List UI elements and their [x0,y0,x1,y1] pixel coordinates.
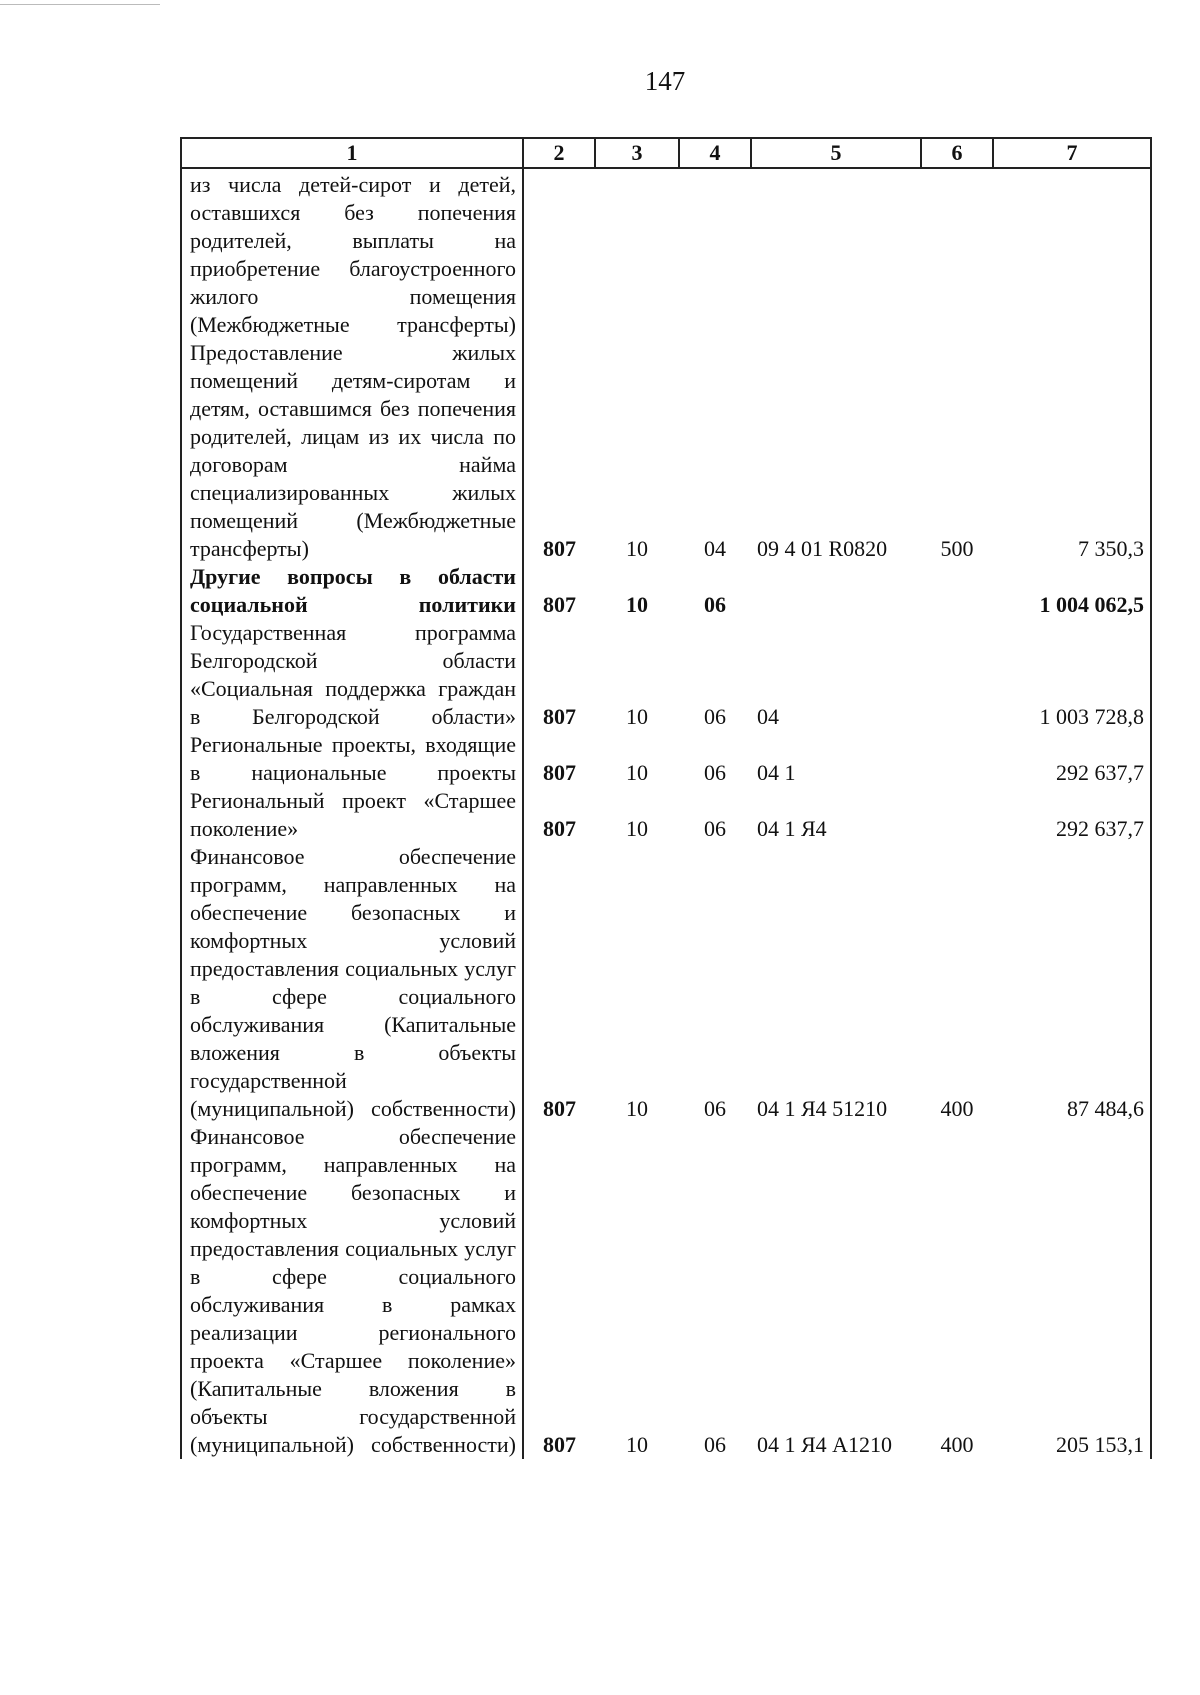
row-code-section: 10 [626,704,648,729]
row-code-target [751,168,921,339]
table-row [181,843,1151,1123]
row-code-subsection: 06 [704,1096,726,1121]
row-code-subsection [679,168,751,339]
page-number: 147 [644,66,686,96]
column-header-2: 2 [523,138,595,168]
row-code-expense-type [921,563,993,619]
row-code-expense-type [921,619,993,731]
row-description: Предоставление жилых помещений детям-сиротам и детям, оставшимся без попечения родителей, лицам из их числа по договорам найма специализированных жилых помещений (Межбюджетные трансферты) [181,339,523,563]
row-code-subsection: 06 [704,816,726,841]
row-code-ministry: 807 [523,563,595,619]
row-code-subsection: 06 [704,1432,726,1457]
row-code-subsection: 06 [704,704,726,729]
row-code-section: 10 [626,592,648,617]
row-code-subsection: 06 [704,760,726,785]
row-code-target: 04 [757,704,779,729]
row-code-section [595,168,679,339]
row-code-expense-type [921,787,993,843]
row-code-ministry: 807 [523,787,595,843]
table-header-row [181,138,1151,168]
table-row [181,619,1151,731]
table-row [181,787,1151,843]
row-code-subsection: 06 [704,592,726,617]
column-header-6: 6 [921,138,993,168]
row-code-expense-type [921,168,993,339]
row-code-expense-type: 400 [940,1096,974,1121]
column-header-5: 5 [751,138,921,168]
row-code-target: 04 1 [757,760,796,785]
row-description: Финансовое обеспечение программ, направленных на обеспечение безопасных и комфортных условий предоставления социальных услуг в сфере социального обслуживания в рамках реализации регионального проекта «Старшее поколение» (Капитальные вложения в объекты государственной (муниципальной) собственности) [181,1123,523,1459]
column-header-4: 4 [679,138,751,168]
row-code-ministry: 807 [523,619,595,731]
row-code-section: 10 [626,1096,648,1121]
row-description: Региональный проект «Старшее поколение» [181,787,523,843]
scan-edge-line [0,4,160,5]
column-header-1: 1 [181,138,523,168]
row-description: из числа детей-сирот и детей, оставшихся без попечения родителей, выплаты на приобретение благоустроенного жилого помещения (Межбюджетные трансферты) [181,168,523,339]
row-code-ministry: 807 [523,731,595,787]
row-code-section: 10 [626,816,648,841]
row-description: Другие вопросы в области социальной политики [181,563,523,619]
row-code-subsection: 04 [704,536,726,561]
row-code-ministry: 807 [523,843,595,1123]
row-code-ministry: 807 [523,339,595,563]
row-code-section: 10 [626,760,648,785]
row-amount: 1 003 728,8 [993,619,1151,731]
row-amount [993,168,1151,339]
table-row [181,339,1151,563]
row-code-target: 09 4 01 R0820 [757,536,888,561]
table-row [181,1123,1151,1459]
table-row [181,168,1151,339]
row-amount: 205 153,1 [993,1123,1151,1459]
row-code-target: 04 1 Я4 [757,816,827,841]
row-description: Финансовое обеспечение программ, направленных на обеспечение безопасных и комфортных условий предоставления социальных услуг в сфере социального обслуживания (Капитальные вложения в объекты государственной (муниципальной) собственности) [181,843,523,1123]
row-code-target: 04 1 Я4 А1210 [757,1432,893,1457]
row-amount: 292 637,7 [993,731,1151,787]
row-code-expense-type [921,731,993,787]
row-code-target: 04 1 Я4 51210 [757,1096,888,1121]
row-code-ministry: 807 [523,1123,595,1459]
column-header-3: 3 [595,138,679,168]
row-code-expense-type: 400 [940,1432,974,1457]
row-code-section: 10 [626,536,648,561]
row-description: Региональные проекты, входящие в национальные проекты [181,731,523,787]
row-amount: 1 004 062,5 [993,563,1151,619]
budget-table [180,137,1152,1459]
row-description: Государственная программа Белгородской области «Социальная поддержка граждан в Белгородской области» [181,619,523,731]
table-row [181,563,1151,619]
row-code-target [751,563,921,619]
row-amount: 7 350,3 [993,339,1151,563]
row-code-section: 10 [626,1432,648,1457]
row-amount: 292 637,7 [993,787,1151,843]
table-row [181,731,1151,787]
row-code-expense-type: 500 [940,536,974,561]
column-header-7: 7 [993,138,1151,168]
row-amount: 87 484,6 [993,843,1151,1123]
row-code-ministry [523,168,595,339]
